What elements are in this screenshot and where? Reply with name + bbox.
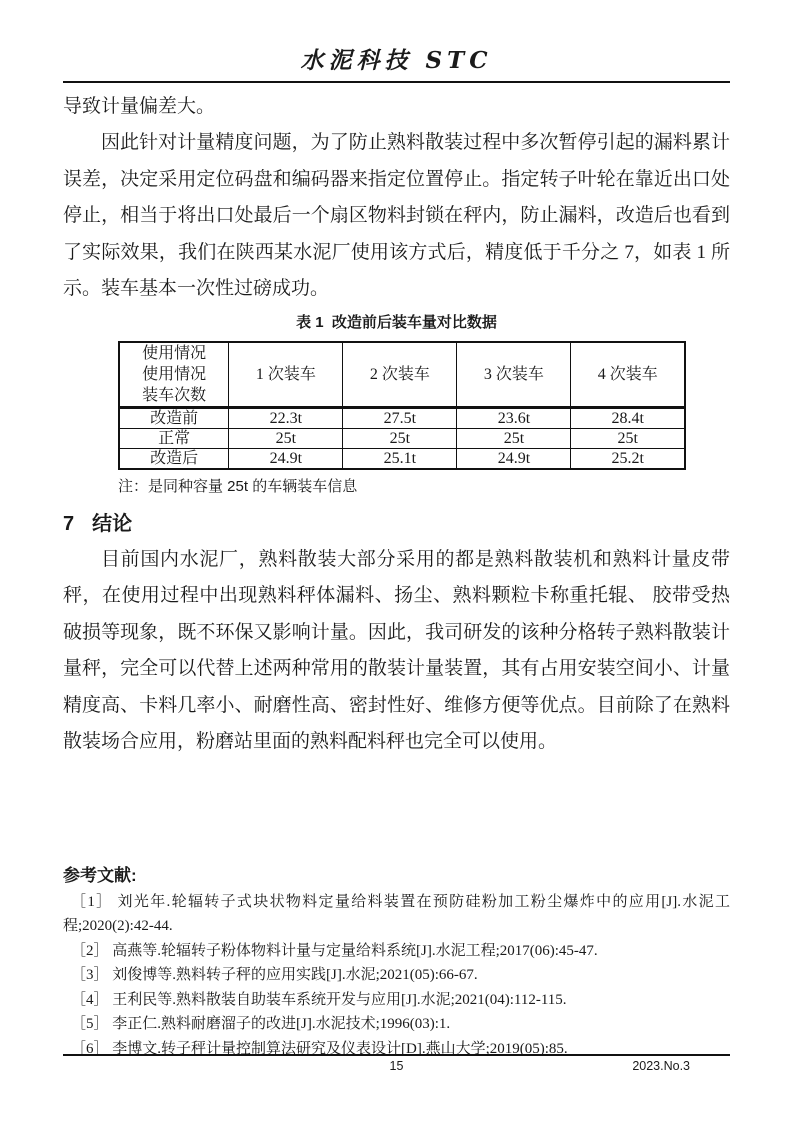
loading-comparison-table xyxy=(118,341,686,470)
table-header-load1: 1 次装车 xyxy=(229,342,343,408)
table-header-load4: 4 次装车 xyxy=(571,342,685,408)
journal-title: 水泥科技 STC xyxy=(300,47,493,74)
table-header-load2: 2 次装车 xyxy=(343,342,457,408)
table-row xyxy=(119,407,685,428)
table-header-load3: 3 次装车 xyxy=(457,342,571,408)
row-label: 改造前 xyxy=(119,407,229,428)
section-heading-conclusion xyxy=(63,507,730,536)
reference-list xyxy=(63,890,730,1062)
row-label: 正常 xyxy=(119,428,229,448)
reference-item: ［3］ 刘俊博等.熟料转子秤的应用实践[J].水泥;2021(05):66-67. xyxy=(71,967,478,983)
header-line-2: 使用情况 xyxy=(142,365,207,383)
reference-item: ［1］ 刘光年.轮辐转子式块状物料定量给料装置在预防硅粉加工粉尘爆炸中的应用[J].水泥工程;2020(2):42-44. xyxy=(63,893,730,934)
paragraph-conclusion: 目前国内水泥厂，熟料散装大部分采用的都是熟料散装机和熟料计量皮带秤，在使用过程中出现熟料秤体漏料、扬尘、熟料颗粒卡称重托辊、 胶带受热破损等现象，既不环保又影响计量。因此，我司研发的该种分格转子熟料散装计量秤，完全可以代替上述两种常用的散装计量装置，其有占用安装空间小、计量精度高、卡料几率小、耐磨性高、密封性好、维修方便等优点。目前除了在熟料散装场合应用，粉磨站里面的熟料配料秤也完全可以使用。 xyxy=(63,548,730,752)
table-cell: 24.9t xyxy=(229,448,343,469)
table-cell: 23.6t xyxy=(457,407,571,428)
reference-item: ［6］ 李博文.转子秤计量控制算法研究及仪表设计[D].燕山大学;2019(05):85. xyxy=(71,1040,568,1057)
table-cell: 25t xyxy=(457,428,571,448)
issue-number: 2023.No.3 xyxy=(632,1059,690,1073)
reference-item: ［5］ 李正仁.熟料耐磨溜子的改进[J].水泥技术;1996(03):1. xyxy=(71,1016,451,1032)
page-number: 15 xyxy=(389,1059,404,1073)
page-content xyxy=(0,42,793,1061)
row-label: 改造后 xyxy=(119,448,229,469)
table-cell: 27.5t xyxy=(343,407,457,428)
table-cell: 25.1t xyxy=(343,448,457,469)
table-header-usage xyxy=(119,342,229,408)
paragraph-metering-accuracy: 因此针对计量精度问题，为了防止熟料散装过程中多次暂停引起的漏料累计误差，决定采用定位码盘和编码器来指定位置停止。指定转子叶轮在靠近出口处停止，相当于将出口处最后一个扇区物料封锁在秤内，防止漏料，改造后也看到了实际效果，我们在陕西某水泥厂使用该方式后，精度低于千分之 7，如表 1 所示。装车基本一次性过磅成功。 xyxy=(63,132,730,299)
table-cell: 24.9t xyxy=(457,448,571,469)
table-caption: 表 1 改造前后装车量对比数据 xyxy=(296,313,497,331)
table-cell: 25t xyxy=(229,428,343,448)
page-footer xyxy=(63,1054,730,1080)
table-cell: 25.2t xyxy=(571,448,685,469)
table-cell: 25t xyxy=(571,428,685,448)
reference-item: ［4］ 王利民等.熟料散装自助装车系统开发与应用[J].水泥;2021(04):112-115. xyxy=(71,991,567,1008)
references-heading: 参考文献: xyxy=(63,865,137,885)
table-cell: 28.4t xyxy=(571,407,685,428)
table-header-row xyxy=(119,342,685,408)
section-title: 结论 xyxy=(92,512,133,535)
journal-header xyxy=(63,42,730,83)
table-cell: 25t xyxy=(343,428,457,448)
continuation-line: 导致计量偏差大。 xyxy=(63,96,216,117)
header-line-1: 使用情况 xyxy=(142,344,207,362)
table-row xyxy=(119,428,685,448)
header-line-3: 装车次数 xyxy=(142,386,207,404)
table-cell: 22.3t xyxy=(229,407,343,428)
reference-item: ［2］ 高燕等.轮辐转子粉体物料计量与定量给料系统[J].水泥工程;2017(06):45-47. xyxy=(71,942,598,959)
section-number: 7 xyxy=(63,512,75,535)
table-note: 注：是同种容量 25t 的车辆装车信息 xyxy=(118,477,358,495)
table-row xyxy=(119,448,685,469)
